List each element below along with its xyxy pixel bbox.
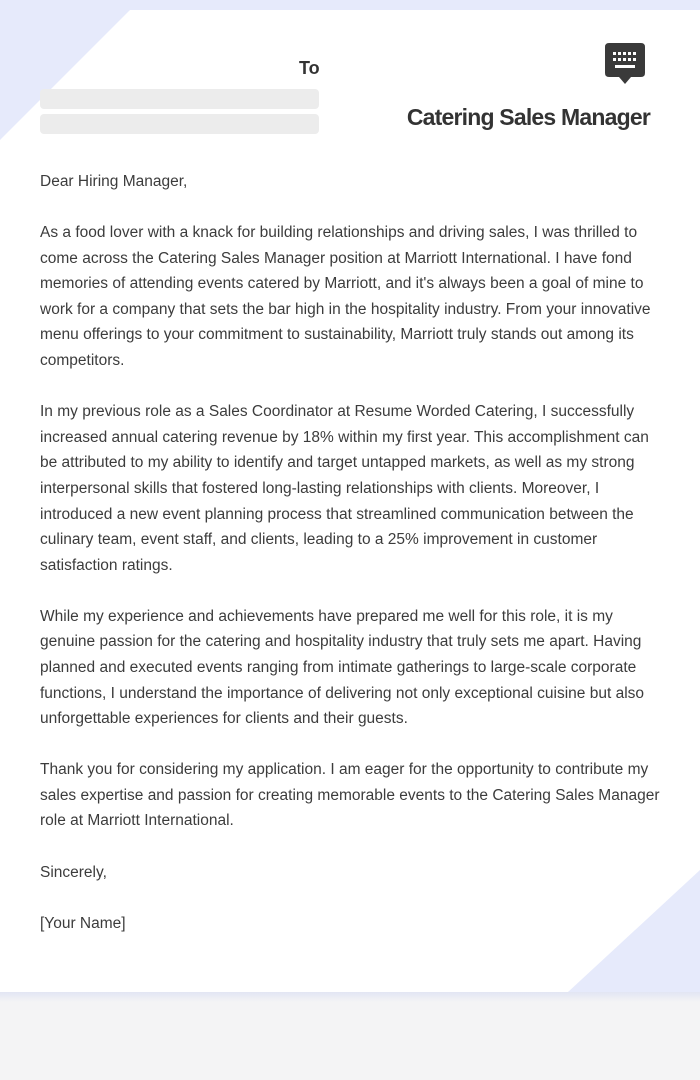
salutation: Dear Hiring Manager, [40,173,188,190]
recipient-address-placeholder-2 [40,114,319,134]
paragraph-passion: While my experience and achievements have prepared me well for this role, it is my genuine passion for the catering and hospitality industry that truly sets me apart. Having planned and executed events ranging from intimate gatherings to large-scale corporate functions, I understand the importance of delivering not only exceptional cuisine but also unforgettable experiences for clients and their guests. [40,607,645,728]
paragraph-experience: In my previous role as a Sales Coordinator at Resume Worded Catering, I successfully increased annual catering revenue by 18% within my first year. This accomplishment can be attributed to my ability to identify and target untapped markets, as well as my strong interpersonal skills that fostered long-lasting relationships with clients. Moreover, I introduced a new event planning process that streamlined communication between the culinary team, event staff, and clients, leading to a 25% improvement in customer satisfaction ratings. [40,403,649,574]
paragraph-thanks: Thank you for considering my application. I am eager for the opportunity to contribute my sales expertise and passion for creating memorable events to the Catering Sales Manager role at Marriott International. [40,761,660,830]
letter-body [40,169,665,962]
signature: [Your Name] [40,914,126,932]
job-title: Catering Sales Manager [406,104,650,130]
recipient-label: To [299,58,320,78]
closing: Sincerely, [40,863,107,881]
recipient-address-placeholder-1 [40,89,319,109]
sheet-shadow [0,992,700,1002]
paragraph-intro: As a food lover with a knack for building relationships and driving sales, I was thrilled to come across the Catering Sales Manager position at Marriott International. I have fond memories of attending events catered by Marriott, and it's always been a goal of mine to work for a company that sets the bar high in the hospitality industry. From your innovative menu offerings to your commitment to sustainability, Marriott truly stands out among its competitors. [40,224,651,370]
chat-keyboard-icon [605,43,645,85]
